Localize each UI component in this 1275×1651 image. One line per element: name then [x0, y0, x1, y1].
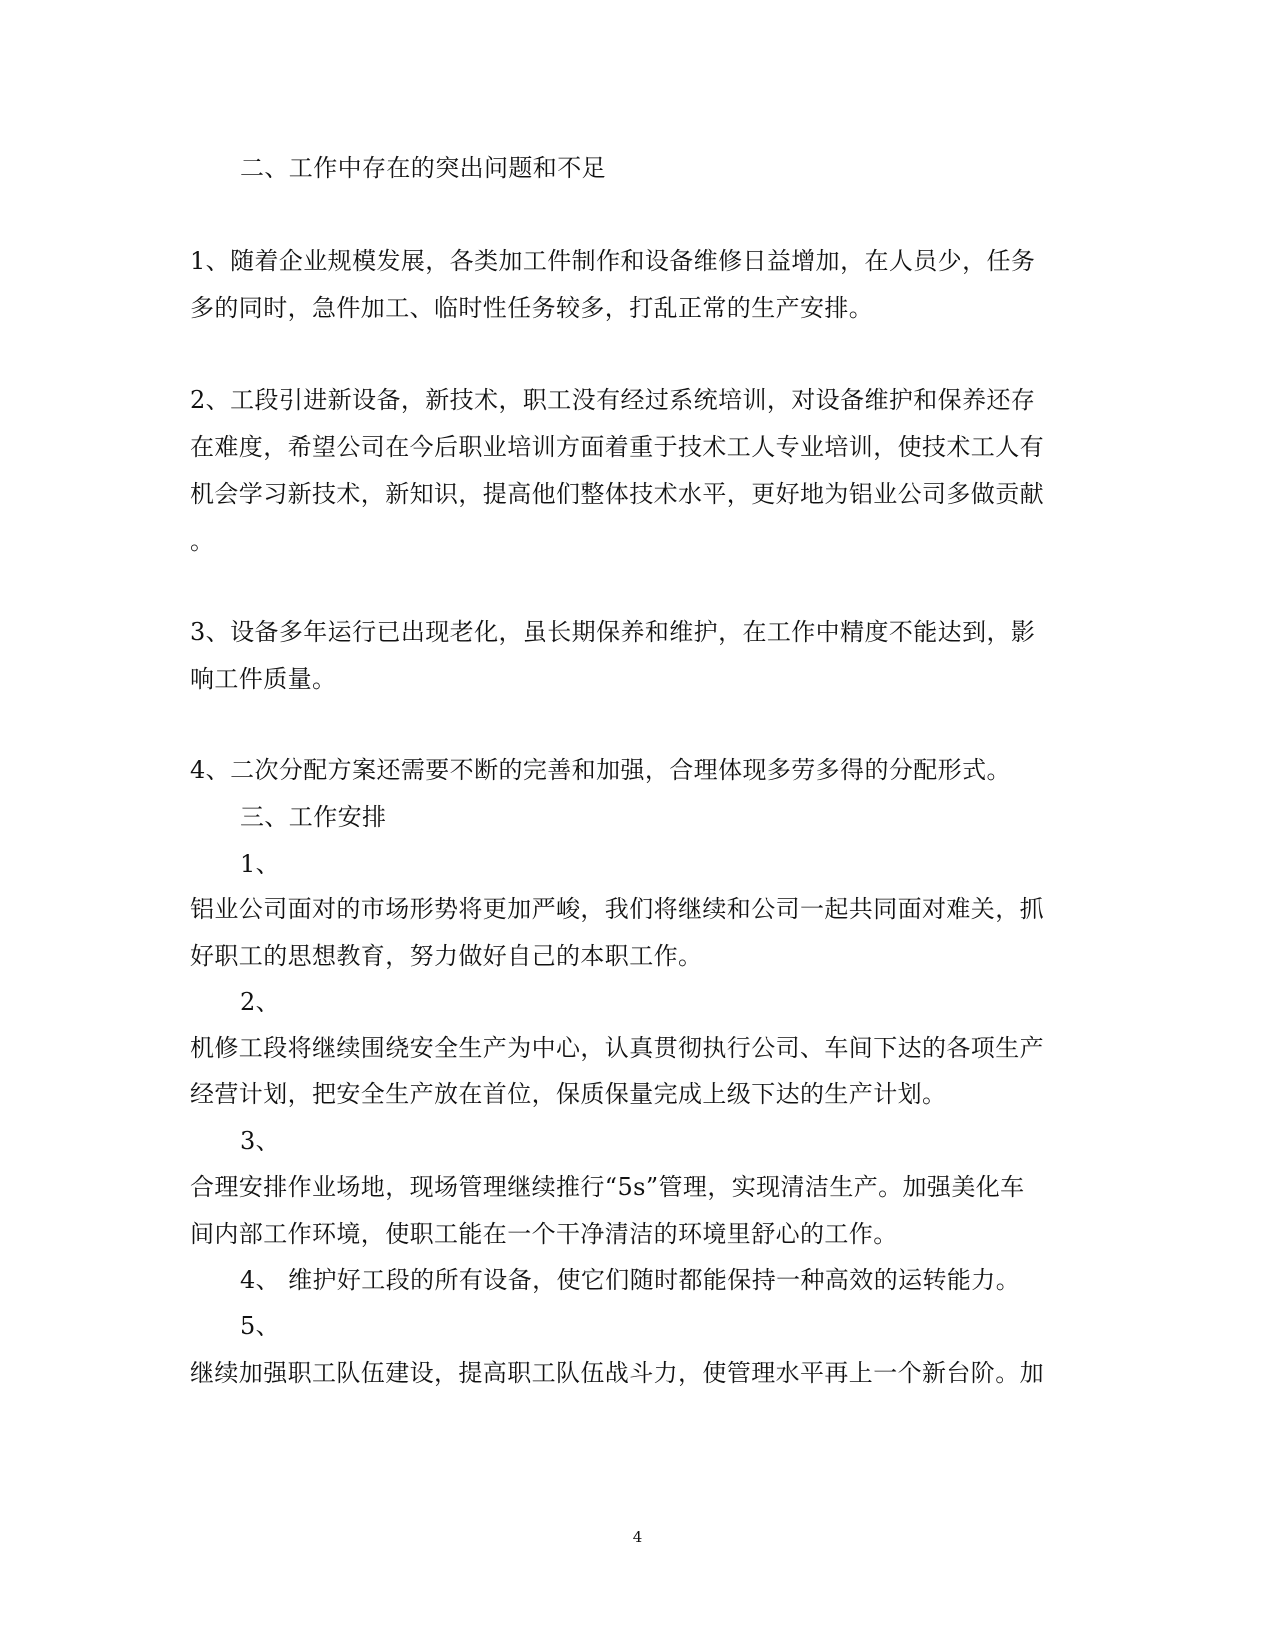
- problem-2-line-3: 机会学习新技术，新知识，提高他们整体技术水平，更好地为铝业公司多做贡献: [190, 480, 1044, 508]
- section-heading-arrangements: 三、工作安排: [240, 803, 387, 831]
- section-heading-problems: 二、工作中存在的突出问题和不足: [240, 154, 606, 182]
- arrangement-3-line-1: 合理安排作业场地，现场管理继续推行“5s”管理，实现清洁生产。加强美化车: [190, 1173, 1025, 1201]
- arrangement-1-number: 1、: [240, 850, 281, 878]
- problem-2-line-2: 在难度，希望公司在今后职业培训方面着重于技术工人专业培训，使技术工人有: [190, 433, 1044, 461]
- problem-3-line-2: 响工件质量。: [190, 665, 337, 693]
- arrangement-1-line-1: 铝业公司面对的市场形势将更加严峻，我们将继续和公司一起共同面对难关，抓: [190, 895, 1044, 923]
- problem-1-line-1: 1、随着企业规模发展，各类加工件制作和设备维修日益增加，在人员少，任务: [190, 247, 1036, 275]
- problem-2-line-1: 2、工段引进新设备，新技术，职工没有经过系统培训，对设备维护和保养还存: [190, 386, 1036, 414]
- arrangement-2-line-1: 机修工段将继续围绕安全生产为中心，认真贯彻执行公司、车间下达的各项生产: [190, 1034, 1044, 1062]
- problem-4-line-1: 4、二次分配方案还需要不断的完善和加强，合理体现多劳多得的分配形式。: [190, 756, 1011, 784]
- arrangement-3-line-2: 间内部工作环境，使职工能在一个干净清洁的环境里舒心的工作。: [190, 1220, 898, 1248]
- arrangement-3-number: 3、: [240, 1127, 281, 1155]
- arrangement-5-number: 5、: [240, 1312, 281, 1340]
- problem-3-line-1: 3、设备多年运行已出现老化，虽长期保养和维护，在工作中精度不能达到，影: [190, 618, 1036, 646]
- arrangement-4-line-1: 4、 维护好工段的所有设备，使它们随时都能保持一种高效的运转能力。: [240, 1266, 1021, 1294]
- arrangement-5-line-1: 继续加强职工队伍建设，提高职工队伍战斗力，使管理水平再上一个新台阶。加: [190, 1359, 1044, 1387]
- arrangement-2-line-2: 经营计划，把安全生产放在首位，保质保量完成上级下达的生产计划。: [190, 1080, 947, 1108]
- page-number: 4: [632, 1528, 643, 1546]
- arrangement-1-line-2: 好职工的思想教育，努力做好自己的本职工作。: [190, 942, 703, 970]
- problem-2-line-4: 。: [190, 527, 215, 555]
- arrangement-2-number: 2、: [240, 988, 281, 1016]
- problem-1-line-2: 多的同时，急件加工、临时性任务较多，打乱正常的生产安排。: [190, 294, 874, 322]
